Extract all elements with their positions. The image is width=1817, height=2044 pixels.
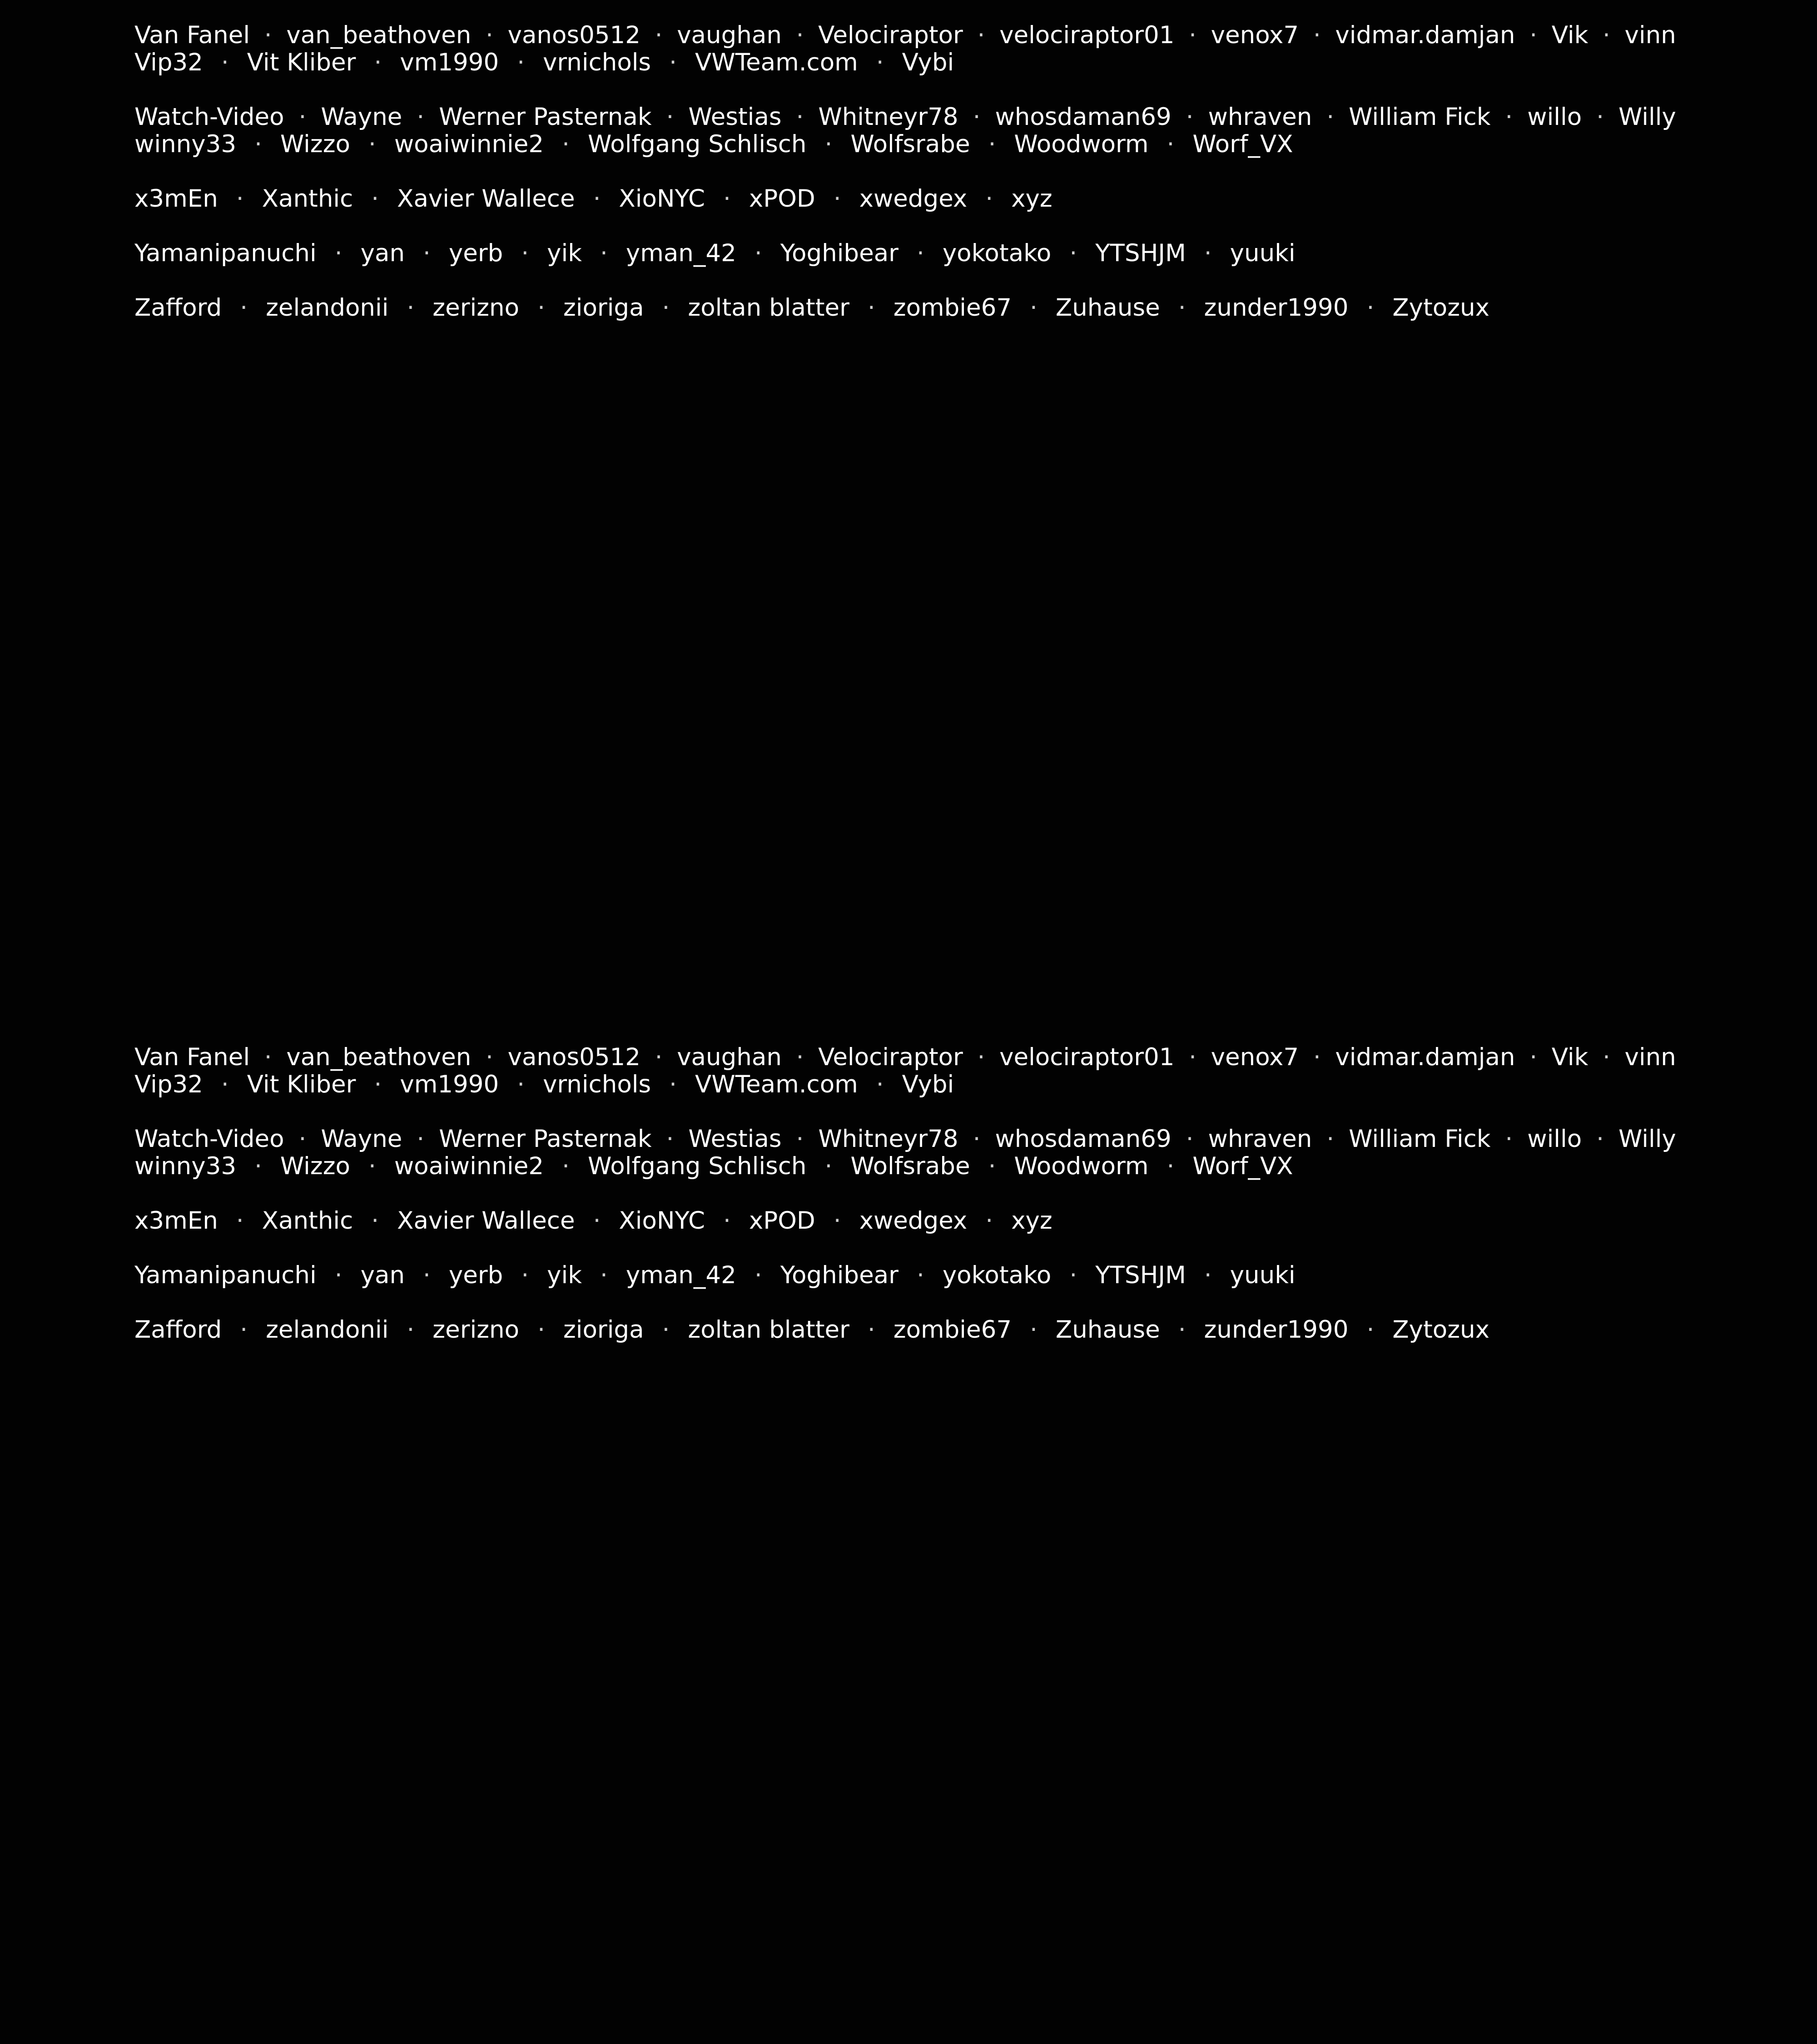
separator-dot: ·	[537, 1316, 545, 1344]
credits-list-bottom	[134, 1044, 1676, 1371]
separator-dot: ·	[662, 1316, 670, 1344]
contributor-name: winny33	[134, 130, 237, 158]
contributor-name: YTSHJM	[1095, 239, 1186, 267]
contributor-name: zioriga	[563, 1316, 644, 1344]
contributor-name: Willy	[1618, 1125, 1676, 1153]
contributor-name: Zuhause	[1055, 294, 1160, 322]
contributor-name: zoltan blatter	[688, 294, 849, 322]
contributor-name: Velociraptor	[818, 1043, 963, 1071]
contributor-name: vinn	[1624, 21, 1676, 49]
credits-group-y	[134, 1262, 1676, 1289]
credits-group-v	[134, 1044, 1676, 1098]
contributor-name: Yamanipanuchi	[134, 239, 317, 267]
contributor-name: Zytozux	[1392, 294, 1489, 322]
contributor-name: vrnichols	[543, 49, 651, 76]
separator-dot: ·	[796, 1125, 804, 1153]
contributor-name: Van Fanel	[134, 21, 250, 49]
contributor-name: Wolfgang Schlisch	[587, 1152, 807, 1180]
credits-line	[134, 1126, 1676, 1153]
contributor-name: Whitneyr78	[818, 1125, 958, 1153]
separator-dot: ·	[374, 1071, 382, 1098]
contributor-name: venox7	[1211, 21, 1299, 49]
contributor-name: Xavier Wallece	[397, 185, 575, 213]
separator-dot: ·	[973, 103, 981, 131]
contributor-name: Woodworm	[1014, 1152, 1149, 1180]
separator-dot: ·	[754, 239, 762, 267]
contributor-name: Wizzo	[280, 1152, 350, 1180]
contributor-name: vaughan	[677, 21, 782, 49]
credits-line	[134, 1153, 1676, 1180]
separator-dot: ·	[221, 1071, 229, 1098]
separator-dot: ·	[562, 130, 570, 158]
separator-dot: ·	[1596, 103, 1604, 131]
separator-dot: ·	[423, 1261, 431, 1289]
separator-dot: ·	[562, 1152, 570, 1180]
credits-group-w	[134, 104, 1676, 158]
separator-dot: ·	[796, 1043, 804, 1071]
contributor-name: YTSHJM	[1095, 1261, 1186, 1289]
separator-dot: ·	[916, 239, 924, 267]
contributor-name: zelandonii	[266, 1316, 389, 1344]
contributor-name: Vybi	[902, 1071, 954, 1098]
separator-dot: ·	[1030, 1316, 1038, 1344]
separator-dot: ·	[1313, 1043, 1321, 1071]
credits-line	[134, 1071, 1676, 1098]
credits-group-z	[134, 1316, 1676, 1344]
contributor-name: Yamanipanuchi	[134, 1261, 317, 1289]
separator-dot: ·	[407, 1316, 415, 1344]
contributor-name: winny33	[134, 1152, 237, 1180]
contributor-name: Yoghibear	[780, 1261, 899, 1289]
contributor-name: yan	[360, 1261, 405, 1289]
separator-dot: ·	[1189, 21, 1196, 49]
separator-dot: ·	[407, 294, 415, 322]
separator-dot: ·	[1186, 1125, 1194, 1153]
contributor-name: zelandonii	[266, 294, 389, 322]
separator-dot: ·	[867, 294, 875, 322]
credits-line	[134, 1316, 1676, 1344]
contributor-name: zunder1990	[1204, 1316, 1349, 1344]
separator-dot: ·	[1602, 1043, 1610, 1071]
contributor-name: xPOD	[749, 1207, 815, 1235]
separator-dot: ·	[517, 1071, 525, 1098]
contributor-name: xwedgex	[859, 1207, 968, 1235]
separator-dot: ·	[1366, 1316, 1375, 1344]
contributor-name: Werner Pasternak	[439, 103, 652, 131]
contributor-name: woaiwinnie2	[394, 1152, 544, 1180]
contributor-name: Vit Kliber	[247, 49, 356, 76]
credits-group-v	[134, 22, 1676, 76]
contributor-name: vm1990	[400, 1071, 499, 1098]
contributor-name: vanos0512	[507, 1043, 640, 1071]
contributor-name: VWTeam.com	[695, 1071, 858, 1098]
contributor-name: Van Fanel	[134, 1043, 250, 1071]
contributor-name: yerb	[448, 239, 503, 267]
contributor-name: x3mEn	[134, 185, 218, 213]
credits-line	[134, 185, 1676, 213]
credits-line	[134, 131, 1676, 158]
contributor-name: Worf_VX	[1192, 130, 1293, 158]
contributor-name: Velociraptor	[818, 21, 963, 49]
contributor-name: Zuhause	[1055, 1316, 1160, 1344]
separator-dot: ·	[833, 185, 841, 213]
separator-dot: ·	[876, 49, 884, 76]
contributor-name: Whitneyr78	[818, 103, 958, 131]
contributor-name: zerizno	[432, 294, 520, 322]
separator-dot: ·	[486, 21, 493, 49]
credits-line	[134, 22, 1676, 49]
separator-dot: ·	[666, 103, 674, 131]
contributor-name: Vik	[1551, 1043, 1589, 1071]
credits-line	[134, 49, 1676, 76]
separator-dot: ·	[486, 1043, 493, 1071]
contributor-name: Vybi	[902, 49, 954, 76]
contributor-name: yokotako	[942, 1261, 1052, 1289]
contributor-name: William Fick	[1349, 1125, 1491, 1153]
contributor-name: velociraptor01	[999, 1043, 1175, 1071]
contributor-name: zoltan blatter	[688, 1316, 849, 1344]
credits-group-y	[134, 240, 1676, 267]
separator-dot: ·	[236, 1207, 244, 1235]
separator-dot: ·	[1529, 21, 1538, 49]
contributor-name: Westias	[688, 103, 782, 131]
contributor-name: Vik	[1551, 21, 1589, 49]
separator-dot: ·	[423, 239, 431, 267]
separator-dot: ·	[1505, 1125, 1513, 1153]
separator-dot: ·	[988, 1152, 996, 1180]
separator-dot: ·	[988, 130, 996, 158]
credits-group-x	[134, 1207, 1676, 1235]
separator-dot: ·	[1602, 21, 1610, 49]
contributor-name: Watch-Video	[134, 1125, 284, 1153]
contributor-name: vm1990	[400, 49, 499, 76]
contributor-name: Xanthic	[262, 1207, 353, 1235]
separator-dot: ·	[669, 1071, 677, 1098]
separator-dot: ·	[1596, 1125, 1604, 1153]
separator-dot: ·	[334, 239, 343, 267]
credits-group-z	[134, 294, 1676, 322]
contributor-name: venox7	[1211, 1043, 1299, 1071]
credits-group-w	[134, 1126, 1676, 1180]
credits-line	[134, 104, 1676, 131]
contributor-name: xyz	[1011, 1207, 1052, 1235]
contributor-name: vanos0512	[507, 21, 640, 49]
contributor-name: yik	[547, 1261, 582, 1289]
separator-dot: ·	[1167, 130, 1175, 158]
contributor-name: Zytozux	[1392, 1316, 1489, 1344]
contributor-name: Westias	[688, 1125, 782, 1153]
contributor-name: whraven	[1208, 1125, 1312, 1153]
credits-line	[134, 1044, 1676, 1071]
contributor-name: Wolfgang Schlisch	[587, 130, 807, 158]
separator-dot: ·	[824, 130, 833, 158]
contributor-name: Zafford	[134, 294, 222, 322]
contributor-name: vrnichols	[543, 1071, 651, 1098]
separator-dot: ·	[600, 1261, 608, 1289]
contributor-name: vidmar.damjan	[1335, 21, 1515, 49]
separator-dot: ·	[1326, 103, 1335, 131]
separator-dot: ·	[593, 1207, 601, 1235]
separator-dot: ·	[417, 103, 425, 131]
separator-dot: ·	[1366, 294, 1375, 322]
contributor-name: xyz	[1011, 185, 1052, 213]
contributor-name: x3mEn	[134, 1207, 218, 1235]
separator-dot: ·	[666, 1125, 674, 1153]
contributor-name: velociraptor01	[999, 21, 1175, 49]
contributor-name: Wolfsrabe	[850, 1152, 970, 1180]
separator-dot: ·	[254, 130, 262, 158]
separator-dot: ·	[236, 185, 244, 213]
credits-line	[134, 1207, 1676, 1235]
separator-dot: ·	[521, 239, 529, 267]
contributor-name: William Fick	[1349, 103, 1491, 131]
separator-dot: ·	[655, 21, 663, 49]
contributor-name: XioNYC	[619, 185, 705, 213]
contributor-name: yan	[360, 239, 405, 267]
credits-line	[134, 240, 1676, 267]
separator-dot: ·	[655, 1043, 663, 1071]
contributor-name: XioNYC	[619, 1207, 705, 1235]
contributor-name: yuuki	[1230, 239, 1296, 267]
contributor-name: zombie67	[893, 294, 1012, 322]
separator-dot: ·	[977, 21, 985, 49]
contributor-name: Woodworm	[1014, 130, 1149, 158]
contributor-name: Vip32	[134, 49, 203, 76]
separator-dot: ·	[876, 1071, 884, 1098]
contributor-name: van_beathoven	[286, 1043, 472, 1071]
contributor-name: yman_42	[626, 1261, 736, 1289]
contributor-name: Vip32	[134, 1071, 203, 1098]
contributor-name: whraven	[1208, 103, 1312, 131]
contributor-name: VWTeam.com	[695, 49, 858, 76]
separator-dot: ·	[833, 1207, 841, 1235]
contributor-name: yuuki	[1230, 1261, 1296, 1289]
contributor-name: Wayne	[321, 103, 402, 131]
contributor-name: Vit Kliber	[247, 1071, 356, 1098]
separator-dot: ·	[334, 1261, 343, 1289]
contributor-name: vinn	[1624, 1043, 1676, 1071]
credits-list-top	[134, 22, 1676, 349]
contributor-name: zunder1990	[1204, 294, 1349, 322]
contributor-name: yman_42	[626, 239, 736, 267]
contributor-name: vaughan	[677, 1043, 782, 1071]
separator-dot: ·	[754, 1261, 762, 1289]
separator-dot: ·	[723, 185, 731, 213]
contributor-name: Yoghibear	[780, 239, 899, 267]
contributor-name: Watch-Video	[134, 103, 284, 131]
separator-dot: ·	[1186, 103, 1194, 131]
separator-dot: ·	[417, 1125, 425, 1153]
contributor-name: Werner Pasternak	[439, 1125, 652, 1153]
contributor-name: Xanthic	[262, 185, 353, 213]
separator-dot: ·	[371, 185, 379, 213]
separator-dot: ·	[521, 1261, 529, 1289]
separator-dot: ·	[537, 294, 545, 322]
separator-dot: ·	[1030, 294, 1038, 322]
credits-line	[134, 294, 1676, 322]
separator-dot: ·	[916, 1261, 924, 1289]
separator-dot: ·	[1178, 1316, 1186, 1344]
separator-dot: ·	[1069, 1261, 1077, 1289]
separator-dot: ·	[254, 1152, 262, 1180]
contributor-name: willo	[1527, 103, 1582, 131]
contributor-name: zioriga	[563, 294, 644, 322]
separator-dot: ·	[824, 1152, 833, 1180]
separator-dot: ·	[368, 1152, 376, 1180]
credits-line	[134, 1262, 1676, 1289]
contributor-name: Zafford	[134, 1316, 222, 1344]
separator-dot: ·	[1189, 1043, 1196, 1071]
separator-dot: ·	[1529, 1043, 1538, 1071]
separator-dot: ·	[368, 130, 376, 158]
contributor-name: woaiwinnie2	[394, 130, 544, 158]
separator-dot: ·	[1204, 1261, 1212, 1289]
contributor-name: zombie67	[893, 1316, 1012, 1344]
contributor-name: Wayne	[321, 1125, 402, 1153]
contributor-name: whosdaman69	[995, 1125, 1172, 1153]
separator-dot: ·	[1505, 103, 1513, 131]
separator-dot: ·	[985, 185, 993, 213]
separator-dot: ·	[240, 1316, 248, 1344]
contributor-name: whosdaman69	[995, 103, 1172, 131]
contributor-name: yerb	[448, 1261, 503, 1289]
separator-dot: ·	[1326, 1125, 1335, 1153]
contributor-name: Wizzo	[280, 130, 350, 158]
separator-dot: ·	[1178, 294, 1186, 322]
contributor-name: xwedgex	[859, 185, 968, 213]
contributor-name: Willy	[1618, 103, 1676, 131]
contributor-name: yokotako	[942, 239, 1052, 267]
separator-dot: ·	[796, 103, 804, 131]
separator-dot: ·	[1313, 21, 1321, 49]
separator-dot: ·	[517, 49, 525, 76]
separator-dot: ·	[298, 103, 307, 131]
contributor-name: Worf_VX	[1192, 1152, 1293, 1180]
separator-dot: ·	[669, 49, 677, 76]
separator-dot: ·	[221, 49, 229, 76]
contributor-name: zerizno	[432, 1316, 520, 1344]
contributor-name: willo	[1527, 1125, 1582, 1153]
separator-dot: ·	[298, 1125, 307, 1153]
separator-dot: ·	[240, 294, 248, 322]
separator-dot: ·	[973, 1125, 981, 1153]
separator-dot: ·	[264, 1043, 272, 1071]
contributor-name: van_beathoven	[286, 21, 472, 49]
separator-dot: ·	[600, 239, 608, 267]
separator-dot: ·	[985, 1207, 993, 1235]
contributor-name: Wolfsrabe	[850, 130, 970, 158]
separator-dot: ·	[867, 1316, 875, 1344]
contributor-name: xPOD	[749, 185, 815, 213]
separator-dot: ·	[723, 1207, 731, 1235]
separator-dot: ·	[1167, 1152, 1175, 1180]
separator-dot: ·	[1069, 239, 1077, 267]
separator-dot: ·	[593, 185, 601, 213]
contributor-name: Xavier Wallece	[397, 1207, 575, 1235]
separator-dot: ·	[371, 1207, 379, 1235]
separator-dot: ·	[796, 21, 804, 49]
separator-dot: ·	[264, 21, 272, 49]
contributor-name: yik	[547, 239, 582, 267]
separator-dot: ·	[1204, 239, 1212, 267]
credits-group-x	[134, 185, 1676, 213]
contributor-name: vidmar.damjan	[1335, 1043, 1515, 1071]
separator-dot: ·	[662, 294, 670, 322]
separator-dot: ·	[374, 49, 382, 76]
separator-dot: ·	[977, 1043, 985, 1071]
